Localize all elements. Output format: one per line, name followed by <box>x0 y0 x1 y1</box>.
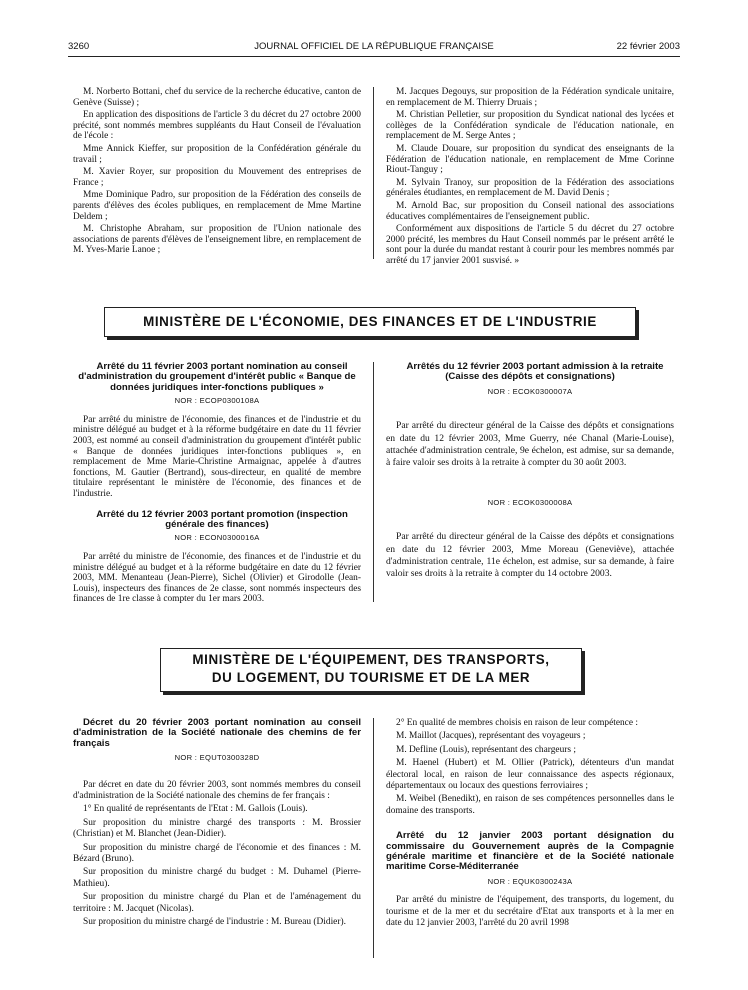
journal-title: JOURNAL OFFICIEL DE LA RÉPUBLIQUE FRANÇAISE <box>254 41 494 52</box>
paragraph: Par arrêté du directeur général de la Caisse des dépôts et consignations en date du 12 février 2003, Mme Guerry, née Chanal (Marie-Louise), attachée d'administration centrale, 9e échelon, est admise, sur sa demande, à faire valoir ses droits à la retraite à compter du 30 août 2003. <box>386 420 674 469</box>
running-header <box>68 41 680 55</box>
paragraph: Sur proposition du ministre chargé de l'économie et des finances : M. Bézard (Bruno). <box>73 842 361 865</box>
paragraph: M. Norberto Bottani, chef du service de la recherche éducative, canton de Genève (Suisse) ; <box>73 87 361 108</box>
article-title: Arrêté du 12 janvier 2003 portant désignation du commissaire du Gouvernement auprès de la Compagnie générale maritime et financière et de la Société nationale maritime Corse-Méditerranée <box>386 830 674 873</box>
paragraph: Conformément aux dispositions de l'article 5 du décret du 27 octobre 2000 précité, les membres du Haut Conseil nommés par le présent arrêté le sont pour la durée du mandat restant à courir pour les membres nommés par arrêté du 17 janvier 2001 susvisé. » <box>386 224 674 266</box>
header-rule <box>68 56 680 57</box>
paragraph: M. Defline (Louis), représentant des chargeurs ; <box>396 744 576 755</box>
paragraph: Par arrêté du ministre de l'équipement, des transports, du logement, du tourisme et de la mer et du secrétaire d'Etat aux transports et à la mer en date du 12 janvier 2003, l'arrêté du 20 avril 1998 <box>386 895 674 929</box>
article-title: Arrêté du 11 février 2003 portant nomination au conseil d'administration du groupement d'intérêt public « Banque de données juridiques inter-fonctions publiques » <box>78 361 356 393</box>
page-number: 3260 <box>68 41 90 52</box>
paragraph: Par décret en date du 20 février 2003, sont nommés membres du conseil d'administration de la Société nationale des chemins de fer français : <box>73 779 361 802</box>
paragraph: 1° En qualité de représentants de l'Etat : M. Gallois (Louis). <box>83 804 308 815</box>
paragraph: M. Jacques Degouys, sur proposition de la Fédération syndicale unitaire, en remplacement de M. Thierry Druais ; <box>386 87 674 108</box>
paragraph: 2° En qualité de membres choisis en raison de leur compétence : <box>396 718 638 728</box>
paragraph: M. Sylvain Tranoy, sur proposition de la Fédération des associations générales étudiantes, en remplacement de M. David Denis ; <box>386 177 674 199</box>
nor-reference: NOR : ECOK0300007A <box>487 386 573 396</box>
ministry-heading-equipement <box>160 648 582 692</box>
ministry-heading-line: MINISTÈRE DE L'ÉQUIPEMENT, DES TRANSPORTS, <box>192 652 550 667</box>
column-divider <box>373 362 374 602</box>
paragraph: Sur proposition du ministre chargé des transports : M. Brossier (Christian) et M. Blanchet (Jean-Didier). <box>73 817 361 840</box>
paragraph: Mme Dominique Padro, sur proposition de la Fédération des conseils de parents d'élèves des écoles publiques, en remplacement de Mme Martine Deldem ; <box>73 190 361 222</box>
paragraph: M. Maillot (Jacques), représentant des voyageurs ; <box>396 731 586 742</box>
ministry-heading-line: DU LOGEMENT, DU TOURISME ET DE LA MER <box>211 670 531 685</box>
paragraph: Sur proposition du ministre chargé de l'industrie : M. Bureau (Didier). <box>83 917 346 928</box>
article-title: Arrêtés du 12 février 2003 portant admission à la retraite (Caisse des dépôts et consignations) <box>406 361 664 383</box>
paragraph: Sur proposition du ministre chargé du budget : M. Duhamel (Pierre-Mathieu). <box>73 867 361 889</box>
nor-reference: NOR : ECON0300016A <box>174 533 260 543</box>
middle-left-column <box>73 362 361 607</box>
paragraph: M. Christophe Abraham, sur proposition de l'Union nationale des associations de parents d'élèves de l'enseignement libre, en remplacement de M. Yves-Marie Lanoe ; <box>73 224 361 256</box>
nor-reference: NOR : EQUK0300243A <box>487 876 573 886</box>
bottom-right-column <box>386 718 674 932</box>
top-left-column <box>73 87 361 258</box>
top-right-column <box>386 87 674 269</box>
paragraph: M. Xavier Royer, sur proposition du Mouvement des entreprises de France ; <box>73 167 361 188</box>
paragraph: Par arrêté du ministre de l'économie, des finances et de l'industrie et du ministre délégué au budget et à la réforme budgétaire en date du 11 février 2003, est nommé au conseil d'administration du groupement d'intérêt public « Banque de données juridiques inter-fonctions publiques », en remplacement de Mme Marie-Christine Armaignac, appelée à d'autres fonctions, M. Gautier (Bertrand), sous-directeur, en qualité de membre titulaire représentant le ministère de l'économie, des finances et de l'industrie. <box>73 414 361 499</box>
paragraph: M. Weibel (Benedikt), en raison de ses compétences personnelles dans le domaine des transports. <box>386 794 674 816</box>
column-divider <box>373 87 374 259</box>
paragraph: M. Christian Pelletier, sur proposition du Syndicat national des lycées et collèges de la Confédération syndicale de l'éducation nationale, en remplacement de M. Serge Antes ; <box>386 110 674 142</box>
paragraph: M. Arnold Bac, sur proposition du Conseil national des associations éducatives complémentaires de l'enseignement public. <box>386 200 674 222</box>
paragraph: Mme Annick Kieffer, sur proposition de la Confédération générale du travail ; <box>73 143 361 165</box>
article-title: Arrêté du 12 février 2003 portant promotion (inspection générale des finances) <box>96 508 348 530</box>
paragraph: En application des dispositions de l'article 3 du décret du 27 octobre 2000 précité, sont nommés membres suppléants du Haut Conseil de l'évaluation de l'école : <box>73 110 361 142</box>
ministry-heading-economie: MINISTÈRE DE L'ÉCONOMIE, DES FINANCES ET DE L'INDUSTRIE <box>104 307 636 337</box>
nor-reference: NOR : EQUT0300328D <box>174 753 260 763</box>
nor-reference: NOR : ECOP0300108A <box>174 396 260 406</box>
column-divider <box>373 718 374 958</box>
middle-right-column <box>386 362 674 583</box>
article-title: Décret du 20 février 2003 portant nomination au conseil d'administration de la Société nationale des chemins de fer français <box>73 717 361 749</box>
nor-reference: NOR : ECOK0300008A <box>487 497 573 507</box>
paragraph: M. Claude Douare, sur proposition du syndicat des enseignants de la Fédération de l'éducation nationale, en remplacement de Mme Corinne Riout-Tanguy ; <box>386 143 674 176</box>
paragraph: Par arrêté du directeur général de la Caisse des dépôts et consignations en date du 12 février 2003, Mme Moreau (Geneviève), attachée d'administration centrale, 11e échelon, est admise, sur sa demande, à faire valoir ses droits à la retraite à compter du 14 octobre 2003. <box>386 531 674 580</box>
paragraph: M. Haenel (Hubert) et M. Ollier (Patrick), détenteurs d'un mandat électoral local, en raison de leur connaissance des aspects régionaux, départementaux ou locaux des questions ferroviaires ; <box>386 758 674 792</box>
paragraph: Sur proposition du ministre chargé du Plan et de l'aménagement du territoire : M. Jacquet (Nicolas). <box>73 892 361 914</box>
issue-date: 22 février 2003 <box>616 41 680 52</box>
paragraph: Par arrêté du ministre de l'économie, des finances et de l'industrie et du ministre délégué au budget et à la réforme budgétaire en date du 12 février 2003, MM. Menanteau (Jean-Pierre), Sichel (Olivier) et Girodolle (Jean-Louis), inspecteurs des finances de 2e classe, sont nommés inspecteurs des finances de 1re classe à compter du 1er mars 2003. <box>73 551 361 605</box>
bottom-left-column <box>73 718 361 931</box>
